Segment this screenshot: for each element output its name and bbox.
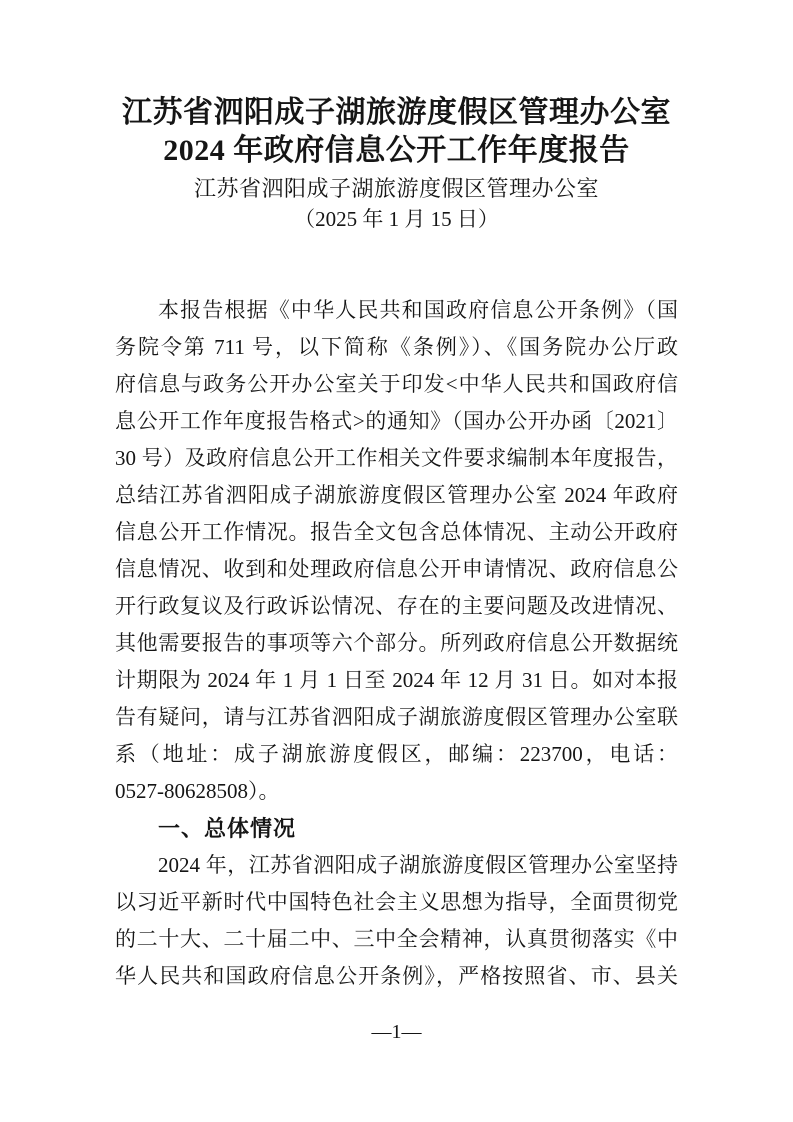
body-line: 开行政复议及行政诉讼情况、存在的主要问题及改进情况、 — [115, 594, 678, 618]
document-date: （2025 年 1 月 15 日） — [294, 207, 499, 231]
body-line: 的二十大、二十届二中、三中全会精神，认真贯彻落实《中 — [115, 927, 678, 951]
issuing-agency: 江苏省泗阳成子湖旅游度假区管理办公室 — [193, 176, 599, 201]
document-body — [115, 292, 678, 995]
document-title-line-2: 2024 年政府信息公开工作年度报告 — [163, 134, 630, 167]
document-title — [0, 94, 793, 170]
paragraph-intro — [115, 292, 678, 810]
body-line: 2024 年，江苏省泗阳成子湖旅游度假区管理办公室坚持 — [158, 853, 678, 877]
body-line: 华人民共和国政府信息公开条例》，严格按照省、市、县关 — [115, 964, 678, 988]
body-line: 其他需要报告的事项等六个部分。所列政府信息公开数据统 — [115, 631, 678, 655]
body-line: 府信息与政务公开办公室关于印发<中华人民共和国政府信 — [115, 372, 678, 396]
paragraph-overall-situation — [115, 847, 678, 995]
body-line: 信息情况、收到和处理政府信息公开申请情况、政府信息公 — [115, 557, 678, 581]
body-line: 系（地址：成子湖旅游度假区，邮编：223700，电话： — [115, 742, 678, 766]
page-number: —1— — [371, 1021, 422, 1043]
document-title-line-1: 江苏省泗阳成子湖旅游度假区管理办公室 — [122, 96, 671, 129]
body-line: 以习近平新时代中国特色社会主义思想为指导，全面贯彻党 — [115, 890, 678, 914]
body-line: 总结江苏省泗阳成子湖旅游度假区管理办公室 2024 年政府 — [115, 483, 678, 507]
body-line: 息公开工作年度报告格式>的通知》（国办公开办函〔2021〕 — [115, 409, 678, 433]
body-line: 30 号）及政府信息公开工作相关文件要求编制本年度报告， — [115, 446, 678, 470]
body-line: 计期限为 2024 年 1 月 1 日至 2024 年 12 月 31 日。如对本报 — [115, 668, 678, 692]
body-line: 信息公开工作情况。报告全文包含总体情况、主动公开政府 — [115, 520, 678, 544]
section-heading-overall-situation: 一、总体情况 — [158, 816, 297, 841]
body-line: 告有疑问，请与江苏省泗阳成子湖旅游度假区管理办公室联 — [115, 705, 678, 729]
body-line: 本报告根据《中华人民共和国政府信息公开条例》（国 — [158, 298, 678, 322]
body-line: 0527-80628508）。 — [115, 779, 280, 803]
body-line: 务院令第 711 号，以下简称《条例》）、《国务院办公厅政 — [115, 335, 678, 359]
